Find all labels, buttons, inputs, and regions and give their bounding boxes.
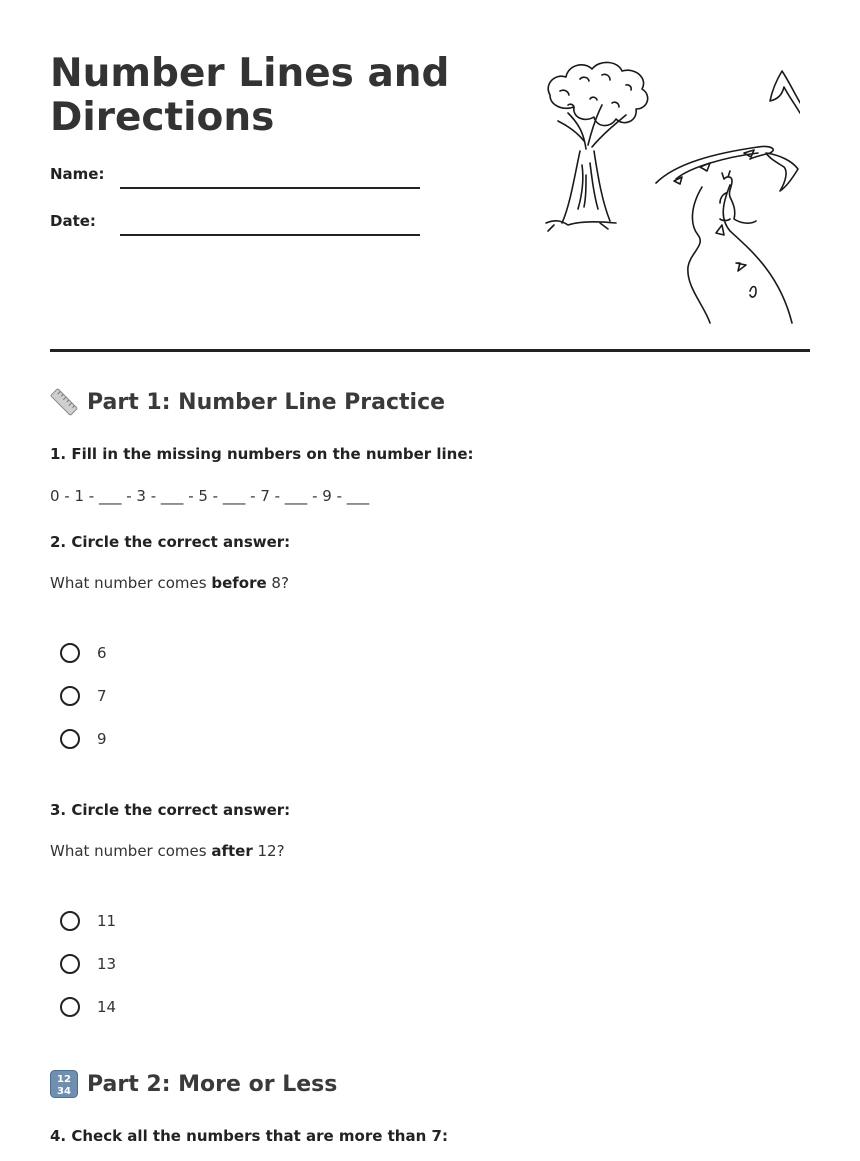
q3-option-3-radio[interactable] <box>60 997 80 1017</box>
prompt-emphasis: after <box>211 842 253 860</box>
part2-title <box>50 1070 337 1098</box>
part1-title-text: Part 1: Number Line Practice <box>87 389 446 415</box>
part1-title <box>50 388 445 416</box>
q2-option-1[interactable] <box>60 640 107 666</box>
part2-title-text: Part 2: More or Less <box>87 1071 338 1097</box>
q3-option-3[interactable] <box>60 994 116 1020</box>
q3-option-1[interactable] <box>60 908 116 934</box>
ruler-icon <box>50 388 78 416</box>
q2-option-2[interactable] <box>60 683 107 709</box>
q3-option-1-radio[interactable] <box>60 911 80 931</box>
name-field[interactable] <box>120 187 420 189</box>
date-field[interactable] <box>120 234 420 236</box>
prompt-text-end: 8? <box>266 574 289 592</box>
q2-option-1-label: 6 <box>97 644 107 662</box>
icon-digits-top: 12 <box>57 1074 71 1085</box>
q2-option-1-radio[interactable] <box>60 643 80 663</box>
question-4-label: 4. Check all the numbers that are more than 7: <box>50 1127 448 1145</box>
q3-option-2-radio[interactable] <box>60 954 80 974</box>
tree-road-kangaroo-boomerang-illustration <box>540 55 800 327</box>
question-2-label: 2. Circle the correct answer: <box>50 533 291 551</box>
q3-option-2[interactable] <box>60 951 116 977</box>
question-1-label: 1. Fill in the missing numbers on the number line: <box>50 445 474 463</box>
prompt-text: What number comes <box>50 842 212 860</box>
q2-option-3[interactable] <box>60 726 107 752</box>
name-label: Name: <box>50 165 105 183</box>
q3-option-1-label: 11 <box>97 912 117 930</box>
q2-option-3-radio[interactable] <box>60 729 80 749</box>
q2-option-2-radio[interactable] <box>60 686 80 706</box>
q3-option-3-label: 14 <box>97 998 117 1016</box>
question-3-prompt <box>50 842 285 860</box>
header-divider <box>50 349 810 352</box>
date-label: Date: <box>50 212 96 230</box>
title-line-2: Directions <box>50 95 275 140</box>
title-line-1: Number Lines and <box>50 51 450 96</box>
q2-option-2-label: 7 <box>97 687 107 705</box>
prompt-text-end: 12? <box>252 842 285 860</box>
q3-option-2-label: 13 <box>97 955 117 973</box>
prompt-emphasis: before <box>211 574 267 592</box>
question-3-label: 3. Circle the correct answer: <box>50 801 291 819</box>
number-line-sequence: 0 - 1 - ___ - 3 - ___ - 5 - ___ - 7 - ___ - 9 - ___ <box>50 487 370 505</box>
question-2-prompt <box>50 574 289 592</box>
input-numbers-icon <box>50 1070 78 1098</box>
q2-option-3-label: 9 <box>97 730 107 748</box>
worksheet-title <box>50 52 490 140</box>
icon-digits-bottom: 34 <box>57 1086 71 1097</box>
prompt-text: What number comes <box>50 574 212 592</box>
